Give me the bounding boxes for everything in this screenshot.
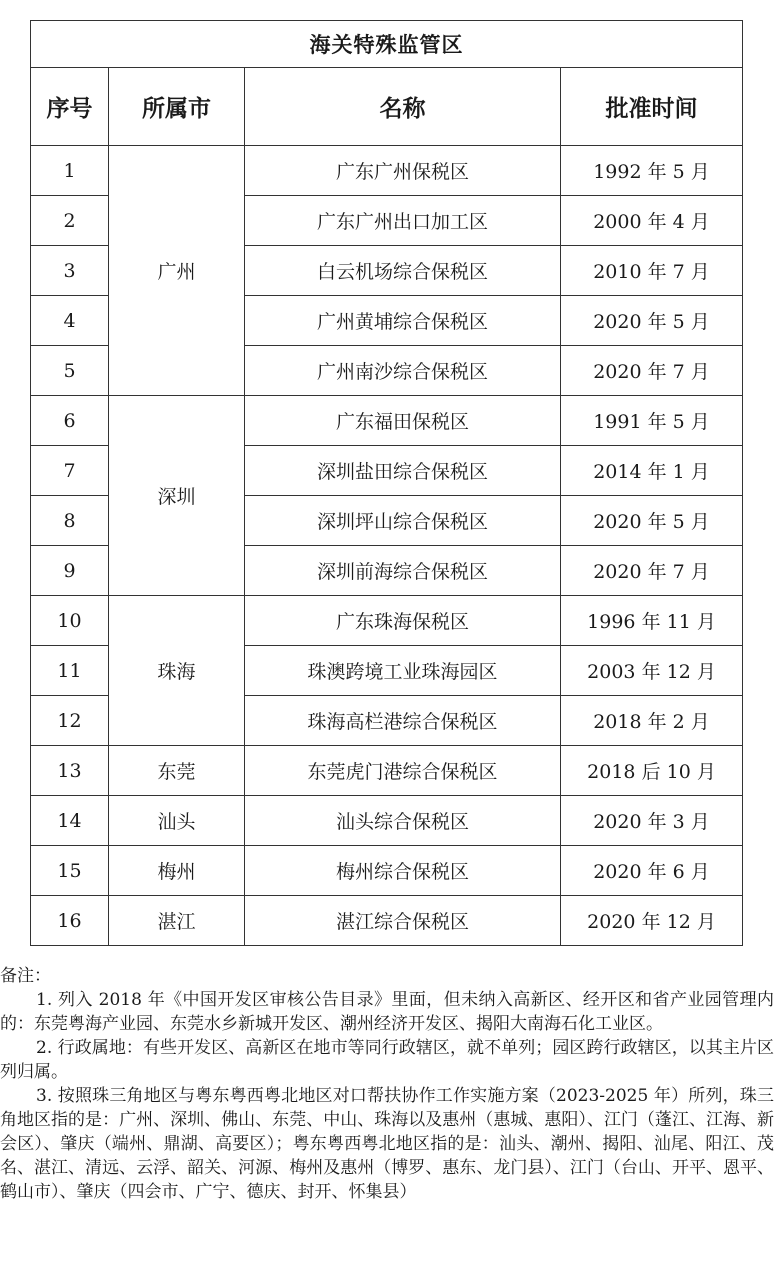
row-index: 6	[31, 396, 109, 446]
row-index: 12	[31, 696, 109, 746]
row-date: 2020 年 5 月	[561, 496, 743, 546]
row-date: 2020 年 7 月	[561, 546, 743, 596]
row-name: 东莞虎门港综合保税区	[245, 746, 561, 796]
row-index: 3	[31, 246, 109, 296]
row-date: 2014 年 1 月	[561, 446, 743, 496]
row-index: 7	[31, 446, 109, 496]
table-row	[31, 846, 743, 896]
row-index: 13	[31, 746, 109, 796]
table-title-row	[31, 21, 743, 68]
row-name: 深圳盐田综合保税区	[245, 446, 561, 496]
row-index: 5	[31, 346, 109, 396]
row-name: 广州南沙综合保税区	[245, 346, 561, 396]
table-row	[31, 396, 743, 446]
table-title: 海关特殊监管区	[31, 21, 743, 68]
row-index: 8	[31, 496, 109, 546]
header-index: 序号	[31, 68, 109, 146]
row-city: 广州	[109, 146, 245, 396]
row-date: 2020 年 6 月	[561, 846, 743, 896]
row-date: 2010 年 7 月	[561, 246, 743, 296]
table-row	[31, 596, 743, 646]
row-city: 湛江	[109, 896, 245, 946]
row-date: 2020 年 3 月	[561, 796, 743, 846]
note-item-3: 3. 按照珠三角地区与粤东粤西粤北地区对口帮扶协作工作实施方案（2023-2025 年）所列，珠三角地区指的是：广州、深圳、佛山、东莞、中山、珠海以及惠州（惠城、惠阳）、江门（蓬江、江海、新会区）、肇庆（端州、鼎湖、高要区）；粤东粤西粤北地区指的是：汕头、潮州、揭阳、汕尾、阳江、茂名、湛江、清远、云浮、韶关、河源、梅州及惠州（博罗、惠东、龙门县）、江门（台山、开平、恩平、鹤山市）、肇庆（四会市、广宁、德庆、封开、怀集县）	[0, 1086, 774, 1202]
header-date: 批准时间	[561, 68, 743, 146]
row-index: 11	[31, 646, 109, 696]
notes-heading: 备注：	[0, 966, 51, 986]
row-name: 广州黄埔综合保税区	[245, 296, 561, 346]
table-row	[31, 146, 743, 196]
row-city: 深圳	[109, 396, 245, 596]
row-name: 湛江综合保税区	[245, 896, 561, 946]
row-name: 广东广州保税区	[245, 146, 561, 196]
row-name: 广东福田保税区	[245, 396, 561, 446]
row-date: 1991 年 5 月	[561, 396, 743, 446]
note-item-2: 2. 行政属地：有些开发区、高新区在地市等同行政辖区，就不单列；园区跨行政辖区，以其主片区列归属。	[0, 1038, 774, 1082]
row-city: 汕头	[109, 796, 245, 846]
row-index: 4	[31, 296, 109, 346]
row-city: 梅州	[109, 846, 245, 896]
row-index: 14	[31, 796, 109, 846]
row-name: 汕头综合保税区	[245, 796, 561, 846]
row-index: 9	[31, 546, 109, 596]
row-index: 16	[31, 896, 109, 946]
table-header-row	[31, 68, 743, 146]
row-name: 珠海高栏港综合保税区	[245, 696, 561, 746]
special-supervision-zone-table	[30, 20, 743, 946]
row-date: 2018 后 10 月	[561, 746, 743, 796]
row-date: 2020 年 12 月	[561, 896, 743, 946]
row-index: 15	[31, 846, 109, 896]
row-index: 1	[31, 146, 109, 196]
header-name: 名称	[245, 68, 561, 146]
row-date: 1992 年 5 月	[561, 146, 743, 196]
row-name: 深圳前海综合保税区	[245, 546, 561, 596]
table-row	[31, 896, 743, 946]
header-city: 所属市	[109, 68, 245, 146]
row-date: 2020 年 7 月	[561, 346, 743, 396]
table-row	[31, 746, 743, 796]
row-index: 10	[31, 596, 109, 646]
row-date: 2003 年 12 月	[561, 646, 743, 696]
row-name: 梅州综合保税区	[245, 846, 561, 896]
notes-section	[0, 964, 774, 1204]
row-date: 2020 年 5 月	[561, 296, 743, 346]
row-name: 深圳坪山综合保税区	[245, 496, 561, 546]
row-name: 广东广州出口加工区	[245, 196, 561, 246]
row-name: 珠澳跨境工业珠海园区	[245, 646, 561, 696]
row-city: 珠海	[109, 596, 245, 746]
row-date: 2018 年 2 月	[561, 696, 743, 746]
row-index: 2	[31, 196, 109, 246]
row-city: 东莞	[109, 746, 245, 796]
row-name: 白云机场综合保税区	[245, 246, 561, 296]
note-item-1: 1. 列入 2018 年《中国开发区审核公告目录》里面，但未纳入高新区、经开区和省产业园管理内的：东莞粤海产业园、东莞水乡新城开发区、潮州经济开发区、揭阳大南海石化工业区。	[0, 990, 774, 1034]
table-row	[31, 796, 743, 846]
row-date: 1996 年 11 月	[561, 596, 743, 646]
row-name: 广东珠海保税区	[245, 596, 561, 646]
row-date: 2000 年 4 月	[561, 196, 743, 246]
